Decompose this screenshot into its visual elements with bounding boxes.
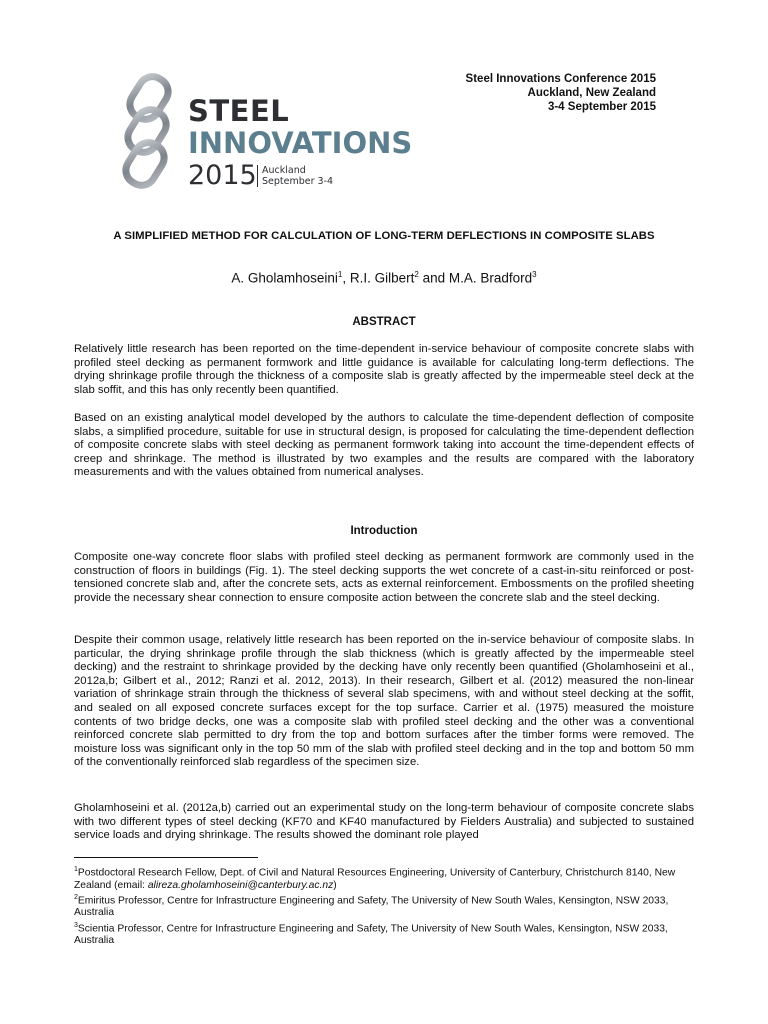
footnote-3 [74, 920, 694, 948]
author-name: A. Gholamhoseini [231, 270, 338, 286]
author-list [0, 270, 768, 286]
author-separator: and [418, 270, 449, 286]
chain-links-icon [112, 72, 184, 190]
footnote-close: ) [333, 879, 337, 891]
author-mark: 1 [337, 270, 343, 279]
abstract-paragraph-1: Relatively little research has been reported on the time-dependent in-service behaviour of composite concrete slabs with profiled steel decking as permanent formwork and little guidance is available for calculating long-term deflections. The drying shrinkage profile through the thickness of a composite slab is greatly affected by the impermeable steel deck at the slab soffit, and this has only recently been quantified. [74, 343, 694, 396]
logo-word-steel: STEEL [188, 94, 290, 128]
conference-info [466, 72, 656, 114]
conference-logo [112, 72, 413, 191]
paper-title: A SIMPLIFIED METHOD FOR CALCULATION OF LONG-TERM DEFLECTIONS IN COMPOSITE SLABS [113, 230, 655, 242]
logo-divider [257, 165, 258, 187]
conference-dates: 3-4 September 2015 [547, 101, 656, 113]
logo-year: 2015 [188, 160, 257, 191]
footnote-2 [74, 892, 694, 920]
author-separator: , [342, 270, 350, 286]
author-name: M.A. Bradford [448, 270, 533, 286]
footnote-email-link[interactable]: alireza.gholamhoseini@canterbury.ac.nz [147, 879, 334, 891]
footnote-mark: 3 [74, 921, 78, 929]
logo-word-innovations: INNOVATIONS [188, 126, 413, 160]
conference-name: Steel Innovations Conference 2015 [465, 73, 656, 85]
abstract-heading: ABSTRACT [352, 316, 416, 328]
footnote-mark: 1 [74, 866, 78, 873]
footnote-text: Scientia Professor, Centre for Infrastructure Engineering and Safety, The University of New South Wales, Kensington, NSW 2033, Australia [74, 923, 668, 947]
introduction-paragraph-3: Gholamhoseini et al. (2012a,b) carried out an experimental study on the long-term behaviour of composite concrete slabs with two different types of steel decking (KF70 and KF40 manufactured by Fielders Australia) and subjected to sustained service loads and drying shrinkage. The results showed the dominant role played [74, 802, 694, 842]
introduction-paragraph-1: Composite one-way concrete floor slabs with profiled steel decking as permanent formwork are commonly used in the construction of floors in buildings (Fig. 1). The steel decking supports the wet concrete of a cast-in-situ reinforced or post-tensioned concrete slab and, after the concrete sets, acts as external reinforcement. Embossments on the profiled sheeting provide the necessary shear connection to ensure composite action between the concrete slab and the steel decking. [74, 551, 694, 604]
author-mark: 2 [414, 270, 419, 279]
logo-place [262, 165, 333, 187]
footnote-1 [74, 864, 694, 892]
footnote-rule [74, 857, 258, 858]
logo-place-city: Auckland [262, 165, 306, 176]
footnote-text: Postdoctoral Research Fellow, Dept. of Civil and Natural Resources Engineering, University of Canterbury, Christchurch 8140, New Zealand (email: [74, 867, 676, 891]
author-mark: 3 [532, 270, 537, 279]
footnote-text: Emiritus Professor, Centre for Infrastructure Engineering and Safety, The University of New South Wales, Kensington, NSW 2033, Australia [74, 895, 669, 919]
introduction-heading: Introduction [350, 525, 418, 537]
logo-place-dates: September 3-4 [262, 176, 334, 187]
footnotes [74, 864, 694, 947]
author-name: R.I. Gilbert [349, 270, 415, 286]
abstract-paragraph-2: Based on an existing analytical model developed by the authors to calculate the time-dependent deflection of composite slabs, a simplified procedure, suitable for use in structural design, is proposed for calculating the time-dependent deflection of composite concrete slabs with steel decking as permanent formwork taking into account the time-dependent effects of creep and shrinkage. The method is illustrated by two examples and the results are compared with the laboratory measurements and with the values obtained from numerical analyses. [74, 412, 694, 479]
introduction-paragraph-2: Despite their common usage, relatively little research has been reported on the in-service behaviour of composite slabs. In particular, the drying shrinkage profile through the slab thickness (which is greatly affected by the impermeable steel decking) and the restraint to shrinkage provided by the decking have only recently been quantified (Gholamhoseini et al., 2012a,b; Gilbert et al., 2012; Ranzi et al. 2012, 2013). In their research, Gilbert et al. (2012) measured the non-linear variation of shrinkage strain through the thickness of several slab specimens, with and without steel decking at the soffit, and sealed on all exposed concrete surfaces except for the top surface. Carrier et al. (1975) measured the moisture contents of two bridge decks, one was a composite slab with profiled steel decking and the other was a conventional reinforced concrete slab permitted to dry from the top and bottom surfaces after the timber forms were removed. The moisture loss was significant only in the top 50 mm of the slab with profiled steel decking and in the top and bottom 50 mm of the conventionally reinforced slab regardless of the specimen size. [74, 634, 694, 769]
conference-location: Auckland, New Zealand [527, 87, 656, 99]
footnote-mark: 2 [74, 893, 78, 901]
